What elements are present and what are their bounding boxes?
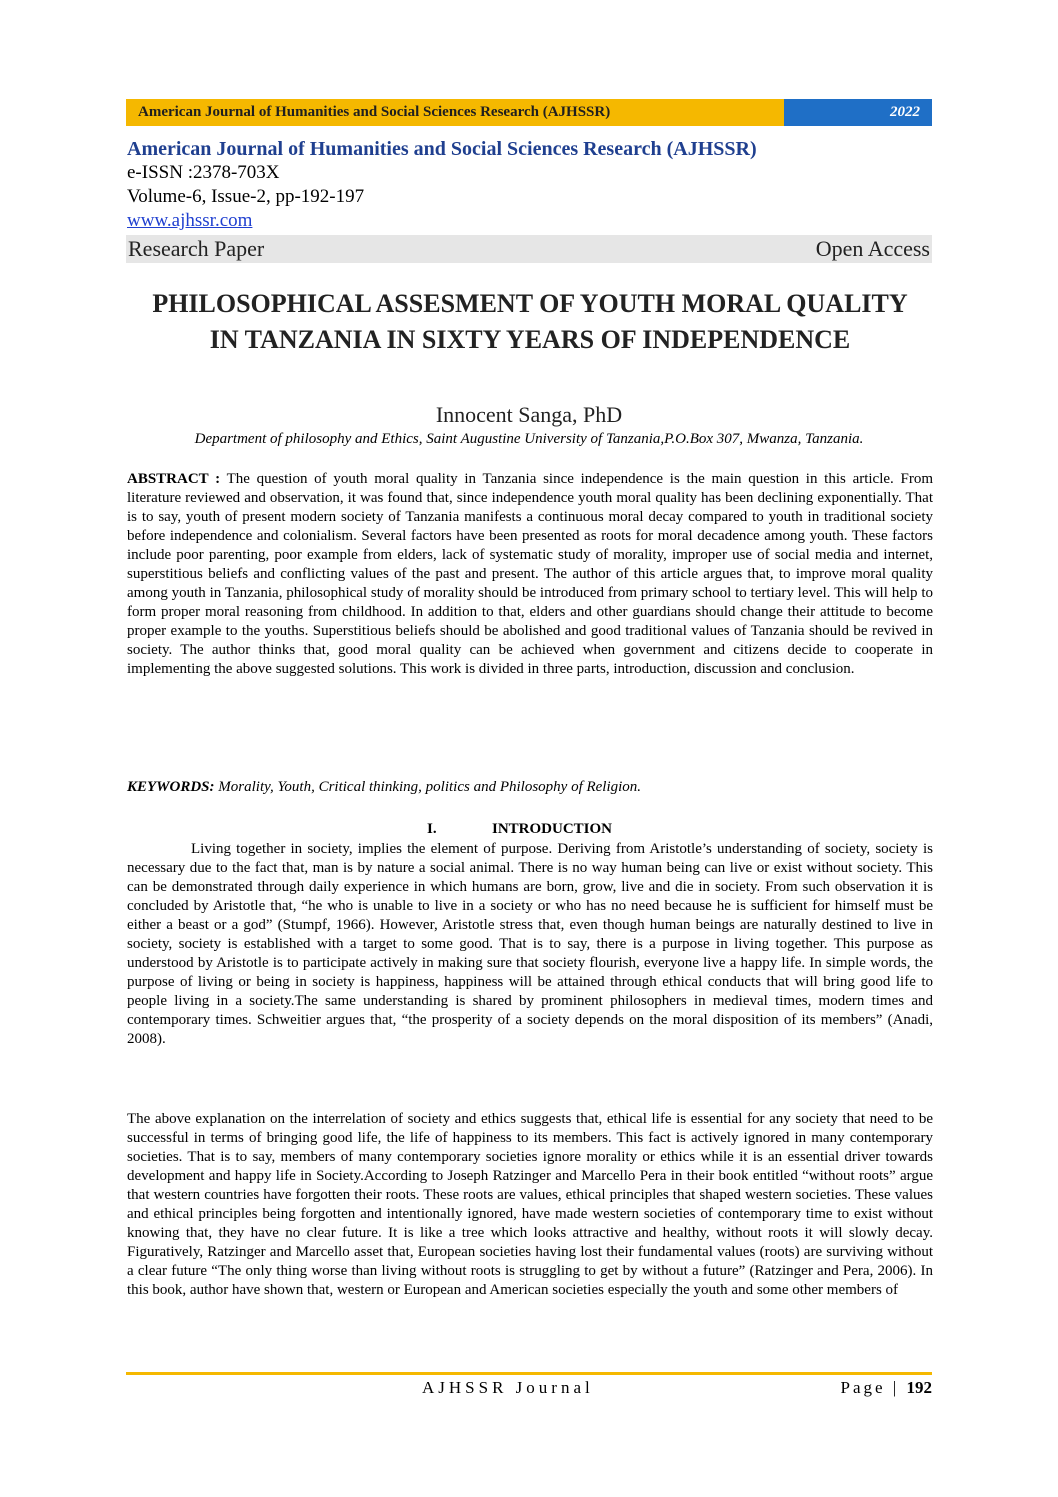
- section-number: I.: [427, 821, 437, 837]
- article-type-label: Research Paper: [128, 236, 265, 261]
- keywords-label: KEYWORDS:: [127, 779, 215, 795]
- abstract-label: ABSTRACT :: [127, 471, 221, 487]
- running-header: [126, 99, 932, 126]
- journal-volume: Volume-6, Issue-2, pp-192-197: [127, 186, 365, 207]
- article-type-bar: [126, 235, 932, 263]
- body-paragraph: The above explanation on the interrelation of society and ethics suggests that, ethical life is essential for any society that need to be successful in terms of bringing good life, the life of happiness to its members. This fact is actively ignored in many contemporary societies. That is to say, members of many contemporary societies ignore morality or ethics while it is an essential driver towards development and happy life in Society.According to Joseph Ratzinger and Marcello Pera in their book entitled “without roots” argue that western countries have forgotten their roots. These roots are values, ethical principles that shaped western societies. These values and ethical principles being forgotten and intentionally ignored, have made western societies of contemporary time to exist without knowing that, they have no clear future. It is like a tree which looks attractive and healthy, without roots it will slowly decay. Figuratively, Ratzinger and Marcello asset that, European societies having lost their fundamental values (roots) are surviving without a clear future “The only thing worse than living without roots is struggling to get by without a future” (Ratzinger and Pera, 2006). In this book, author have shown that, western or European and American societies especially the youth and some other members of: [127, 1111, 933, 1298]
- author-name: Innocent Sanga, PhD: [435, 402, 623, 427]
- journal-info: [127, 137, 933, 233]
- footer-page: [841, 1378, 932, 1398]
- journal-issn: e-ISSN :2378-703X: [127, 162, 280, 183]
- page-footer: [126, 1378, 932, 1402]
- running-header-year: 2022: [784, 99, 932, 126]
- footer-page-label: Page |: [840, 1378, 900, 1397]
- footer-rule: [126, 1372, 932, 1375]
- journal-name: American Journal of Humanities and Social Sciences Research (AJHSSR): [127, 138, 757, 160]
- section-title: INTRODUCTION: [492, 821, 613, 837]
- footer-journal: AJHSSR Journal: [422, 1378, 594, 1397]
- keywords-text: Morality, Youth, Critical thinking, politics and Philosophy of Religion.: [218, 779, 642, 795]
- keywords: [127, 779, 933, 796]
- page-number: 192: [906, 1378, 932, 1397]
- abstract: [127, 470, 933, 679]
- running-header-journal: American Journal of Humanities and Social Sciences Research (AJHSSR): [126, 99, 784, 126]
- abstract-text: The question of youth moral quality in Tanzania since independence is the main question in this article. From literature reviewed and observation, it was found that, since independence youth moral quality has been declining exponentially. That is to say, youth of present modern society of Tanzania manifests a continuous moral decay compared to youth in traditional society before independence and colonialism. Several factors have been presented as roots for moral decadence among youth. These factors include poor parenting, poor example from elders, lack of systematic study of morality, improper use of social media and internet, superstitious beliefs and conflicting values of the past and present. The author of this article argues that, to improve moral quality among youth in Tanzania, philosophical study of morality should be introduced from primary school to tertiary level. This will help to form proper moral reasoning from childhood. In addition to that, elders and other guardians should change their attitude to become proper example to the youths. Superstitious beliefs should be abolished and good traditional values of Tanzania should be revived in society. The author thinks that, good moral quality can be achieved when government and citizens decide to cooperate in implementing the above suggested solutions. This work is divided in three parts, introduction, discussion and conclusion.: [127, 471, 934, 677]
- body-paragraph: Living together in society, implies the element of purpose. Deriving from Aristotle’s understanding of society, society is necessary due to the fact that, man is by nature a social animal. There is no way human being can live or exist without society. This can be demonstrated through daily experience in which humans are born, grow, live and die in society. From such observation it is concluded by Aristotle that, “he who is unable to live in a society or who has no need because he is sufficient for himself must be either a beast or a god” (Stumpf, 1966). However, Aristotle stress that, even though human beings are naturally destined to live in society, society is established with a target to some good. That is to say, there is a purpose in living together. This purpose as understood by Aristotle is to participate actively in making sure that society flourish, everyone live a happy life. In simple words, the purpose of living or being in society is happiness, happiness will be attained through ethical conducts that will bring good life to people living in a society.The same understanding is shared by prominent philosophers in medieval times, modern times and contemporary times. Schweitier argues that, “the prosperity of a society depends on the moral disposition of its members” (Anadi, 2008).: [127, 841, 933, 1047]
- author-affiliation: Department of philosophy and Ethics, Saint Augustine University of Tanzania,P.O.Box 307, Mwanza, Tanzania.: [194, 431, 864, 447]
- open-access-label: Open Access: [815, 236, 930, 261]
- paper-title: PHILOSOPHICAL ASSESMENT OF YOUTH MORAL QUALITY IN TANZANIA IN SIXTY YEARS OF INDEPENDENCE: [152, 289, 908, 354]
- journal-website-link[interactable]: www.ajhssr.com: [127, 210, 253, 231]
